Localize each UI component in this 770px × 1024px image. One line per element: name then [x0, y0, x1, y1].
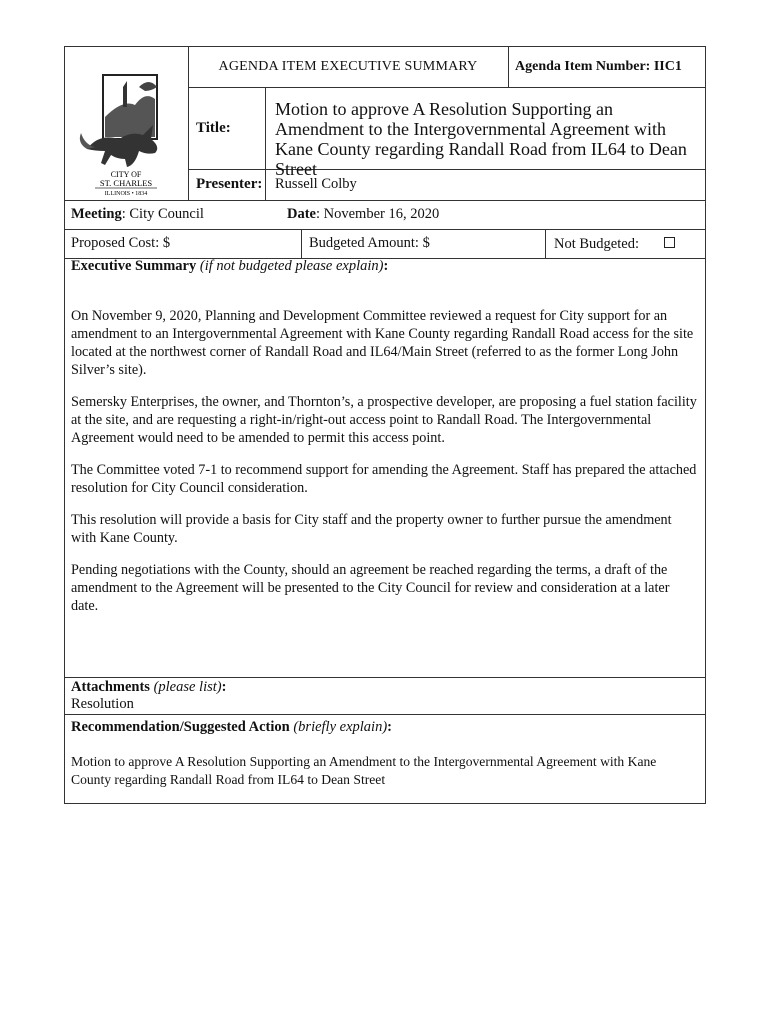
logo-text-city: CITY OF — [110, 170, 142, 179]
city-logo — [65, 47, 188, 197]
logo-text-state: ILLINOIS • 1834 — [104, 191, 148, 197]
summary-paragraph: On November 9, 2020, Planning and Development Committee reviewed a request for City support for an amendment to an Intergovernmental Agreement with Kane County regarding Randall Road access for the site located at the northwest corner of Randall Road and IL64/Main Street (referred to as the former Long John Silver’s site). — [71, 308, 694, 378]
not-budgeted-label: Not Budgeted: — [554, 236, 639, 252]
logo-text-name: ST. CHARLES — [99, 178, 153, 188]
executive-summary-body — [71, 307, 699, 629]
date-field: Date: November 16, 2020 — [287, 206, 440, 222]
recommendation-heading: Recommendation/Suggested Action (briefly explain): — [71, 719, 392, 735]
attachment-item: Resolution — [71, 696, 134, 712]
summary-paragraph: Pending negotiations with the County, should an agreement be reached regarding the terms, a draft of the amendment to the Agreement will be presented to the City Council for review and consideration at a later date. — [71, 562, 670, 614]
summary-paragraph: This resolution will provide a basis for City staff and the property owner to further pursue the amendment with Kane County. — [71, 512, 672, 546]
agenda-item-number: Agenda Item Number: IIC1 — [515, 59, 682, 74]
summary-paragraph: Semersky Enterprises, the owner, and Thornton’s, a prospective developer, are proposing a fuel station facility at the site, and are requesting a right-in/right-out access point to Randall Road. The Intergovernmental Agreement would need to be amended to permit this access point. — [71, 394, 697, 446]
fox-logo-icon — [65, 47, 188, 197]
attachments-heading: Attachments (please list): — [71, 679, 227, 695]
proposed-cost: Proposed Cost: $ — [71, 235, 171, 251]
budgeted-amount: Budgeted Amount: $ — [309, 235, 430, 251]
agenda-title: Motion to approve A Resolution Supporting an Amendment to the Intergovernmental Agreement with Kane County regarding Randall Road from IL64 to Dean Street — [275, 99, 687, 179]
executive-summary-form — [64, 46, 706, 804]
summary-paragraph: The Committee voted 7-1 to recommend support for amending the Agreement. Staff has prepared the attached resolution for City Council consideration. — [71, 462, 697, 496]
title-label: Title: — [196, 120, 231, 136]
meeting-field: Meeting: City Council — [71, 206, 204, 222]
summary-title: AGENDA ITEM EXECUTIVE SUMMARY — [218, 59, 478, 74]
recommendation-text: Motion to approve A Resolution Supporting an Amendment to the Intergovernmental Agreement with Kane County regarding Randall Road from IL64 to Dean Street — [71, 754, 657, 787]
presenter-name: Russell Colby — [275, 176, 357, 192]
not-budgeted-checkbox[interactable] — [664, 237, 675, 248]
presenter-label: Presenter: — [196, 176, 263, 192]
executive-summary-heading: Executive Summary (if not budgeted please explain): — [71, 258, 389, 274]
